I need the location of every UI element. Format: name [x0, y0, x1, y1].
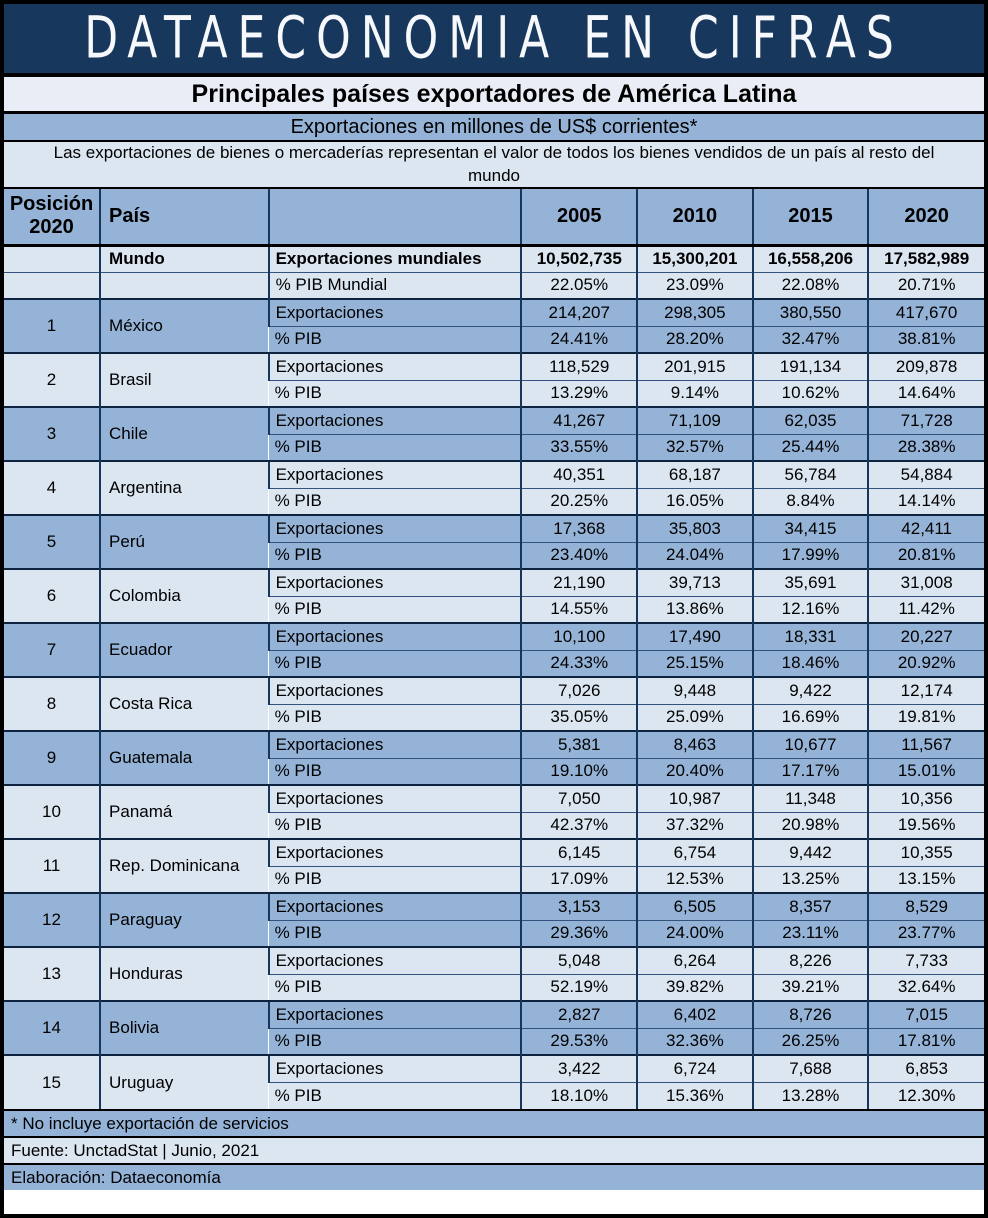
position-cell: 8 [4, 677, 100, 731]
pib-value-cell: 33.55% [521, 434, 637, 461]
pib-value-cell: 23.11% [753, 920, 869, 947]
pib-label: % PIB [269, 1082, 522, 1109]
exports-label: Exportaciones [269, 893, 522, 920]
pib-value-cell: 8.84% [753, 488, 869, 515]
country-cell: Chile [100, 407, 269, 461]
pib-value-cell: 17.81% [868, 1028, 984, 1055]
position-cell: 9 [4, 731, 100, 785]
pib-label: % PIB [269, 974, 522, 1001]
pib-value-cell: 17.17% [753, 758, 869, 785]
column-header-metric-blank [269, 189, 522, 245]
export-value-cell: 41,267 [521, 407, 637, 434]
country-exports-row [4, 839, 984, 866]
export-value-cell: 35,691 [753, 569, 869, 596]
country-cell: Brasil [100, 353, 269, 407]
export-value-cell: 7,026 [521, 677, 637, 704]
country-exports-row [4, 785, 984, 812]
column-header-year-2010: 2010 [637, 189, 753, 245]
pib-value-cell: 52.19% [521, 974, 637, 1001]
position-cell: 6 [4, 569, 100, 623]
exports-label: Exportaciones [269, 947, 522, 974]
pib-value-cell: 20.40% [637, 758, 753, 785]
export-value-cell: 7,733 [868, 947, 984, 974]
brand-banner [4, 4, 984, 77]
export-value-cell: 214,207 [521, 299, 637, 326]
world-name-cell: Mundo [100, 245, 269, 272]
country-cell: Panamá [100, 785, 269, 839]
pib-value-cell: 10.62% [753, 380, 869, 407]
table-header [4, 189, 984, 245]
export-value-cell: 17,490 [637, 623, 753, 650]
export-value-cell: 7,688 [753, 1055, 869, 1082]
export-value-cell: 380,550 [753, 299, 869, 326]
country-cell: Perú [100, 515, 269, 569]
export-value-cell: 10,987 [637, 785, 753, 812]
export-value-cell: 6,853 [868, 1055, 984, 1082]
table-body [4, 245, 984, 1109]
world-pib-row [4, 272, 984, 299]
export-value-cell: 35,803 [637, 515, 753, 542]
country-exports-row [4, 299, 984, 326]
pib-label: % PIB [269, 650, 522, 677]
world-exports-label: Exportaciones mundiales [269, 245, 522, 272]
pib-value-cell: 13.28% [753, 1082, 869, 1109]
country-cell: Argentina [100, 461, 269, 515]
country-exports-row [4, 623, 984, 650]
pib-label: % PIB [269, 866, 522, 893]
export-value-cell: 6,145 [521, 839, 637, 866]
country-exports-row [4, 515, 984, 542]
pib-value-cell: 14.55% [521, 596, 637, 623]
export-value-cell: 9,448 [637, 677, 753, 704]
exports-label: Exportaciones [269, 731, 522, 758]
country-exports-row [4, 461, 984, 488]
pib-value-cell: 20.92% [868, 650, 984, 677]
export-value-cell: 54,884 [868, 461, 984, 488]
exports-label: Exportaciones [269, 677, 522, 704]
export-value-cell: 8,529 [868, 893, 984, 920]
pib-label: % PIB [269, 326, 522, 353]
pib-value-cell: 14.64% [868, 380, 984, 407]
pib-value-cell: 20.81% [868, 542, 984, 569]
pib-label: % PIB [269, 380, 522, 407]
pib-value-cell: 18.46% [753, 650, 869, 677]
export-value-cell: 8,726 [753, 1001, 869, 1028]
exports-label: Exportaciones [269, 407, 522, 434]
pib-value-cell: 11.42% [868, 596, 984, 623]
world-pib-value-cell: 23.09% [637, 272, 753, 299]
country-exports-row [4, 947, 984, 974]
export-value-cell: 11,567 [868, 731, 984, 758]
pib-value-cell: 14.14% [868, 488, 984, 515]
exports-label: Exportaciones [269, 461, 522, 488]
world-position-blank-cell [4, 272, 100, 299]
pib-value-cell: 19.10% [521, 758, 637, 785]
pib-value-cell: 32.64% [868, 974, 984, 1001]
pib-value-cell: 26.25% [753, 1028, 869, 1055]
pib-value-cell: 12.53% [637, 866, 753, 893]
export-value-cell: 8,463 [637, 731, 753, 758]
export-value-cell: 40,351 [521, 461, 637, 488]
export-value-cell: 10,356 [868, 785, 984, 812]
pib-value-cell: 9.14% [637, 380, 753, 407]
footnote: * No incluye exportación de servicios [4, 1109, 984, 1136]
export-value-cell: 2,827 [521, 1001, 637, 1028]
position-cell: 5 [4, 515, 100, 569]
export-value-cell: 42,411 [868, 515, 984, 542]
pib-value-cell: 13.29% [521, 380, 637, 407]
column-header-year-2005: 2005 [521, 189, 637, 245]
country-exports-row [4, 731, 984, 758]
export-value-cell: 5,048 [521, 947, 637, 974]
pib-value-cell: 13.86% [637, 596, 753, 623]
pib-label: % PIB [269, 542, 522, 569]
world-pib-value-cell: 20.71% [868, 272, 984, 299]
export-value-cell: 191,134 [753, 353, 869, 380]
country-exports-row [4, 893, 984, 920]
country-cell: Paraguay [100, 893, 269, 947]
pib-value-cell: 15.01% [868, 758, 984, 785]
export-value-cell: 8,357 [753, 893, 869, 920]
pib-value-cell: 13.25% [753, 866, 869, 893]
pib-label: % PIB [269, 812, 522, 839]
export-value-cell: 201,915 [637, 353, 753, 380]
country-cell: Ecuador [100, 623, 269, 677]
export-value-cell: 17,368 [521, 515, 637, 542]
country-cell: Costa Rica [100, 677, 269, 731]
pib-label: % PIB [269, 920, 522, 947]
pib-value-cell: 28.20% [637, 326, 753, 353]
pib-value-cell: 39.21% [753, 974, 869, 1001]
page-description: Las exportaciones de bienes o mercaderías representan el valor de todos los bienes vendidos de un país al resto del mundo [4, 142, 984, 189]
export-value-cell: 5,381 [521, 731, 637, 758]
pib-value-cell: 20.98% [753, 812, 869, 839]
exports-label: Exportaciones [269, 785, 522, 812]
position-cell: 4 [4, 461, 100, 515]
world-export-value-cell: 17,582,989 [868, 245, 984, 272]
pib-value-cell: 12.16% [753, 596, 869, 623]
pib-label: % PIB [269, 488, 522, 515]
pib-value-cell: 15.36% [637, 1082, 753, 1109]
pib-value-cell: 35.05% [521, 704, 637, 731]
pib-label: % PIB [269, 704, 522, 731]
pib-value-cell: 25.15% [637, 650, 753, 677]
position-cell: 3 [4, 407, 100, 461]
export-value-cell: 21,190 [521, 569, 637, 596]
export-value-cell: 18,331 [753, 623, 869, 650]
export-value-cell: 11,348 [753, 785, 869, 812]
pib-value-cell: 18.10% [521, 1082, 637, 1109]
export-value-cell: 209,878 [868, 353, 984, 380]
column-header-country: País [100, 189, 269, 245]
world-pib-value-cell: 22.08% [753, 272, 869, 299]
export-value-cell: 6,402 [637, 1001, 753, 1028]
pib-value-cell: 24.00% [637, 920, 753, 947]
world-name-blank-cell [100, 272, 269, 299]
export-value-cell: 12,174 [868, 677, 984, 704]
export-value-cell: 71,109 [637, 407, 753, 434]
country-exports-row [4, 407, 984, 434]
export-value-cell: 6,754 [637, 839, 753, 866]
country-cell: Uruguay [100, 1055, 269, 1109]
pib-value-cell: 19.56% [868, 812, 984, 839]
exports-label: Exportaciones [269, 623, 522, 650]
export-value-cell: 6,264 [637, 947, 753, 974]
export-value-cell: 10,355 [868, 839, 984, 866]
pib-value-cell: 19.81% [868, 704, 984, 731]
position-cell: 15 [4, 1055, 100, 1109]
pib-value-cell: 16.05% [637, 488, 753, 515]
table-header-row [4, 189, 984, 245]
position-cell: 1 [4, 299, 100, 353]
export-value-cell: 9,422 [753, 677, 869, 704]
country-exports-row [4, 569, 984, 596]
position-cell: 14 [4, 1001, 100, 1055]
pib-label: % PIB [269, 758, 522, 785]
export-value-cell: 417,670 [868, 299, 984, 326]
pib-value-cell: 20.25% [521, 488, 637, 515]
country-cell: Bolivia [100, 1001, 269, 1055]
country-cell: Guatemala [100, 731, 269, 785]
position-cell: 10 [4, 785, 100, 839]
column-header-position: Posición 2020 [4, 189, 100, 245]
export-value-cell: 7,015 [868, 1001, 984, 1028]
brand-title: DATAECONOMIA EN CIFRAS [84, 4, 904, 73]
pib-value-cell: 25.44% [753, 434, 869, 461]
export-value-cell: 20,227 [868, 623, 984, 650]
country-cell: Colombia [100, 569, 269, 623]
pib-value-cell: 25.09% [637, 704, 753, 731]
pib-value-cell: 29.36% [521, 920, 637, 947]
export-value-cell: 71,728 [868, 407, 984, 434]
export-value-cell: 39,713 [637, 569, 753, 596]
world-export-value-cell: 10,502,735 [521, 245, 637, 272]
country-cell: México [100, 299, 269, 353]
exports-label: Exportaciones [269, 353, 522, 380]
country-exports-row [4, 1001, 984, 1028]
country-exports-row [4, 1055, 984, 1082]
pib-value-cell: 28.38% [868, 434, 984, 461]
position-cell: 12 [4, 893, 100, 947]
pib-value-cell: 24.04% [637, 542, 753, 569]
column-header-year-2020: 2020 [868, 189, 984, 245]
country-cell: Rep. Dominicana [100, 839, 269, 893]
world-pib-value-cell: 22.05% [521, 272, 637, 299]
export-value-cell: 3,422 [521, 1055, 637, 1082]
pib-value-cell: 42.37% [521, 812, 637, 839]
country-exports-row [4, 677, 984, 704]
page-subtitle: Exportaciones en millones de US$ corrientes* [4, 114, 984, 142]
world-export-value-cell: 16,558,206 [753, 245, 869, 272]
export-value-cell: 56,784 [753, 461, 869, 488]
world-position-cell [4, 245, 100, 272]
export-value-cell: 6,724 [637, 1055, 753, 1082]
position-cell: 2 [4, 353, 100, 407]
pib-value-cell: 39.82% [637, 974, 753, 1001]
pib-value-cell: 23.40% [521, 542, 637, 569]
world-pib-label: % PIB Mundial [269, 272, 522, 299]
pib-value-cell: 32.36% [637, 1028, 753, 1055]
exports-table [4, 189, 984, 1109]
exports-label: Exportaciones [269, 1055, 522, 1082]
position-cell: 11 [4, 839, 100, 893]
country-exports-row [4, 353, 984, 380]
source-line: Fuente: UnctadStat | Junio, 2021 [4, 1136, 984, 1163]
pib-value-cell: 23.77% [868, 920, 984, 947]
pib-value-cell: 24.41% [521, 326, 637, 353]
pib-value-cell: 16.69% [753, 704, 869, 731]
world-exports-row [4, 245, 984, 272]
pib-value-cell: 32.57% [637, 434, 753, 461]
export-value-cell: 62,035 [753, 407, 869, 434]
export-value-cell: 118,529 [521, 353, 637, 380]
page-title: Principales países exportadores de América Latina [4, 77, 984, 114]
export-value-cell: 298,305 [637, 299, 753, 326]
pib-value-cell: 37.32% [637, 812, 753, 839]
pib-value-cell: 29.53% [521, 1028, 637, 1055]
pib-value-cell: 12.30% [868, 1082, 984, 1109]
pib-label: % PIB [269, 1028, 522, 1055]
export-value-cell: 10,677 [753, 731, 869, 758]
export-value-cell: 68,187 [637, 461, 753, 488]
pib-value-cell: 32.47% [753, 326, 869, 353]
world-export-value-cell: 15,300,201 [637, 245, 753, 272]
pib-value-cell: 38.81% [868, 326, 984, 353]
pib-value-cell: 17.99% [753, 542, 869, 569]
column-header-year-2015: 2015 [753, 189, 869, 245]
exports-label: Exportaciones [269, 1001, 522, 1028]
exports-label: Exportaciones [269, 515, 522, 542]
exports-label: Exportaciones [269, 299, 522, 326]
position-cell: 13 [4, 947, 100, 1001]
export-value-cell: 3,153 [521, 893, 637, 920]
export-value-cell: 10,100 [521, 623, 637, 650]
export-value-cell: 31,008 [868, 569, 984, 596]
export-value-cell: 7,050 [521, 785, 637, 812]
pib-value-cell: 17.09% [521, 866, 637, 893]
exports-label: Exportaciones [269, 839, 522, 866]
export-value-cell: 9,442 [753, 839, 869, 866]
pib-value-cell: 13.15% [868, 866, 984, 893]
pib-label: % PIB [269, 434, 522, 461]
exports-label: Exportaciones [269, 569, 522, 596]
export-value-cell: 34,415 [753, 515, 869, 542]
country-cell: Honduras [100, 947, 269, 1001]
position-cell: 7 [4, 623, 100, 677]
export-value-cell: 6,505 [637, 893, 753, 920]
credit-line: Elaboración: Dataeconomía [4, 1163, 984, 1190]
export-value-cell: 8,226 [753, 947, 869, 974]
pib-label: % PIB [269, 596, 522, 623]
pib-value-cell: 24.33% [521, 650, 637, 677]
